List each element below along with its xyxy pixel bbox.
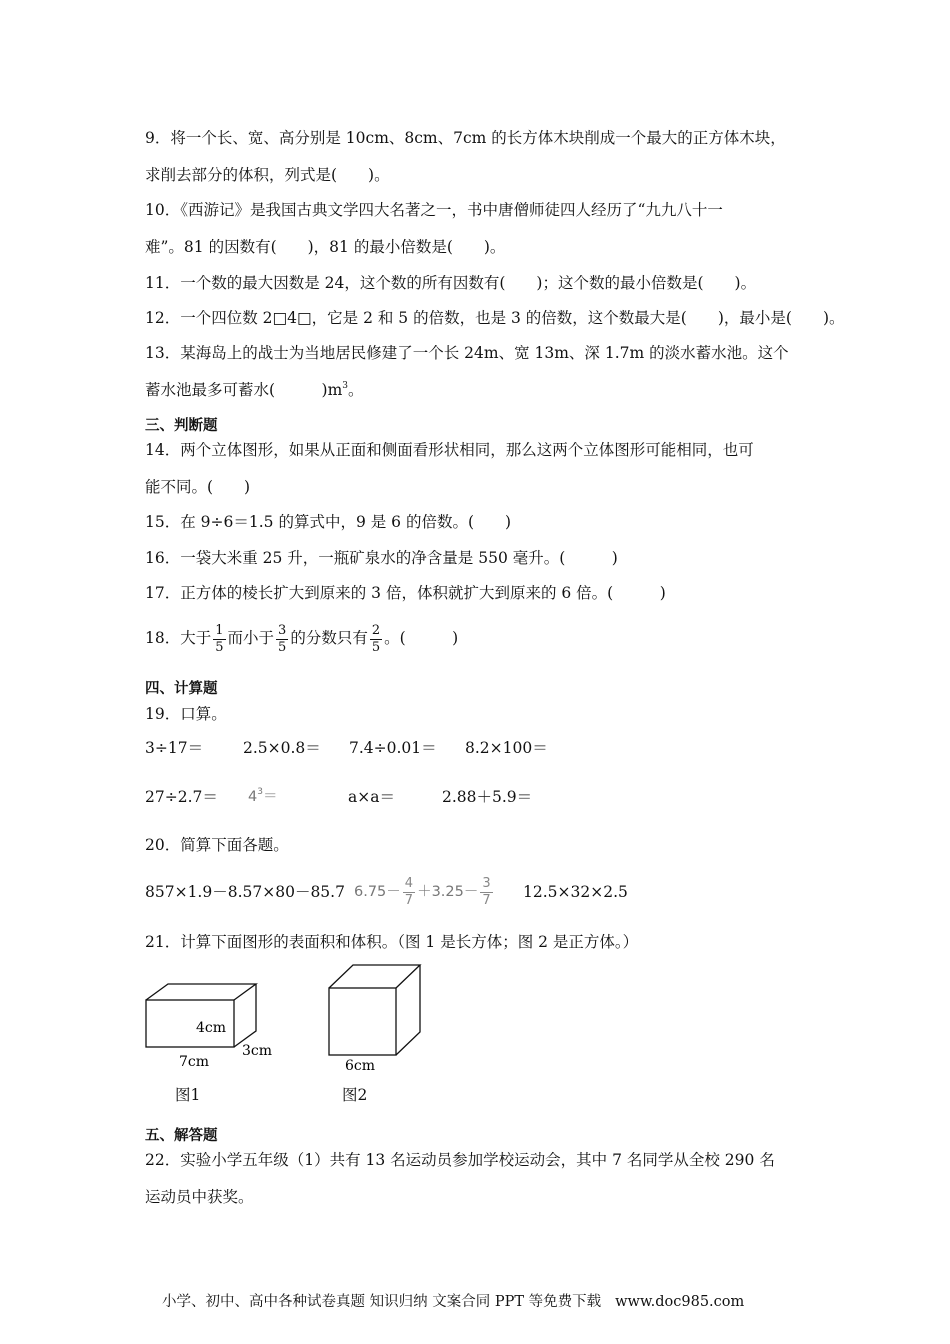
fraction-four-sevenths: $\frac{4}{7}$	[404, 875, 414, 908]
q11-line1: 11．一个数的最大因数是 24，这个数的所有因数有( )；这个数的最小倍数是( )。	[145, 274, 757, 292]
figure-1-caption: 图1	[175, 1086, 201, 1104]
q9-line2: 求削去部分的体积，列式是( )。	[145, 166, 390, 184]
page-footer	[162, 1292, 744, 1312]
q14-line2: 能不同。( )	[145, 478, 251, 496]
q10-line2: 难”。81 的因数有( )，81 的最小倍数是( )。	[145, 238, 506, 256]
q10-line1: 10．《西游记》是我国古典文学四大名著之一，书中唐僧师徒四人经历了“九九八十一	[145, 201, 723, 219]
q19-item-3: 7.4÷0.01＝	[349, 739, 437, 757]
cuboid-width-label: 3cm	[242, 1043, 273, 1059]
q14-line1: 14．两个立体图形，如果从正面和侧面看形状相同，那么这两个立体图形可能相同，也可	[145, 441, 754, 459]
q20-title: 20．简算下面各题。	[145, 836, 289, 854]
q22-line1: 22．实验小学五年级（1）共有 13 名运动员参加学校运动会，其中 7 名同学从全校 290 名	[145, 1151, 775, 1169]
q19-item-5: 27÷2.7＝	[145, 788, 218, 806]
q20-expr-1: 857×1.9－8.57×80－85.7	[145, 883, 345, 901]
q15-line1: 15．在 9÷6＝1.5 的算式中，9 是 6 的倍数。( )	[145, 513, 512, 531]
q16-line1: 16．一袋大米重 25 升，一瓶矿泉水的净含量是 550 毫升。( )	[145, 549, 618, 567]
q21-title: 21．计算下面图形的表面积和体积。（图 1 是长方体；图 2 是正方体。）	[145, 933, 639, 951]
q19-item-2: 2.5×0.8＝	[243, 739, 321, 757]
section4-title: 四、计算题	[145, 681, 218, 697]
q19-item-6: $4^3=$	[248, 787, 278, 805]
figure-2-caption: 图2	[342, 1086, 368, 1104]
q18-line1: 18．大于 $\frac{1}{5}$ 而小于 $\frac{3}{5}$ 的分数只有 $\frac{2}{5}$ 。( )	[145, 622, 459, 655]
q20-expr-3: 12.5×32×2.5	[523, 883, 628, 901]
q22-line2: 运动员中获奖。	[145, 1188, 254, 1206]
footer-text: 小学、初中、高中各种试卷真题 知识归纳 文案合同 PPT 等免费下载	[162, 1294, 602, 1310]
q19-item-8: 2.88＋5.9＝	[442, 788, 533, 806]
q12-line1: 12．一个四位数 2□4□，它是 2 和 5 的倍数，也是 3 的倍数，这个数最大是( )，最小是( )。	[145, 309, 845, 327]
q19-item-4: 8.2×100＝	[465, 739, 548, 757]
footer-url[interactable]: www.doc985.com	[615, 1294, 745, 1310]
section5-title: 五、解答题	[145, 1128, 218, 1144]
cuboid-length-label: 7cm	[179, 1054, 210, 1068]
q13-line1: 13．某海岛上的战士为当地居民修建了一个长 24m、宽 13m、深 1.7m 的淡水蓄水池。这个	[145, 344, 789, 362]
cube-figure	[322, 958, 432, 1076]
fraction-three-fifths: $\frac{3}{5}$	[278, 622, 287, 655]
q19-item-7: a×a＝	[348, 788, 395, 806]
q19-title: 19．口算。	[145, 705, 227, 723]
q9-line1: 9．将一个长、宽、高分别是 10cm、8cm、7cm 的长方体木块削成一个最大的正方体木块，	[145, 129, 786, 147]
section3-title: 三、判断题	[145, 418, 218, 434]
q20-expr-2: 6.75－ $\frac{4}{7}$ ＋3.25－ $\frac{3}{7}$	[354, 875, 491, 908]
fraction-two-fifths: $\frac{2}{5}$	[371, 622, 381, 655]
cuboid-figure	[140, 978, 290, 1068]
fraction-three-sevenths: $\frac{3}{7}$	[482, 875, 491, 908]
cuboid-height-label: 4cm	[196, 1020, 227, 1036]
q13-line2: 蓄水池最多可蓄水( )$m^3$。	[145, 381, 364, 399]
cube-edge-label: 6cm	[345, 1058, 376, 1074]
q17-line1: 17．正方体的棱长扩大到原来的 3 倍，体积就扩大到原来的 6 倍。( )	[145, 584, 666, 602]
q19-item-1: 3÷17＝	[145, 739, 204, 757]
fraction-one-fifth: $\frac{1}{5}$	[215, 622, 224, 655]
